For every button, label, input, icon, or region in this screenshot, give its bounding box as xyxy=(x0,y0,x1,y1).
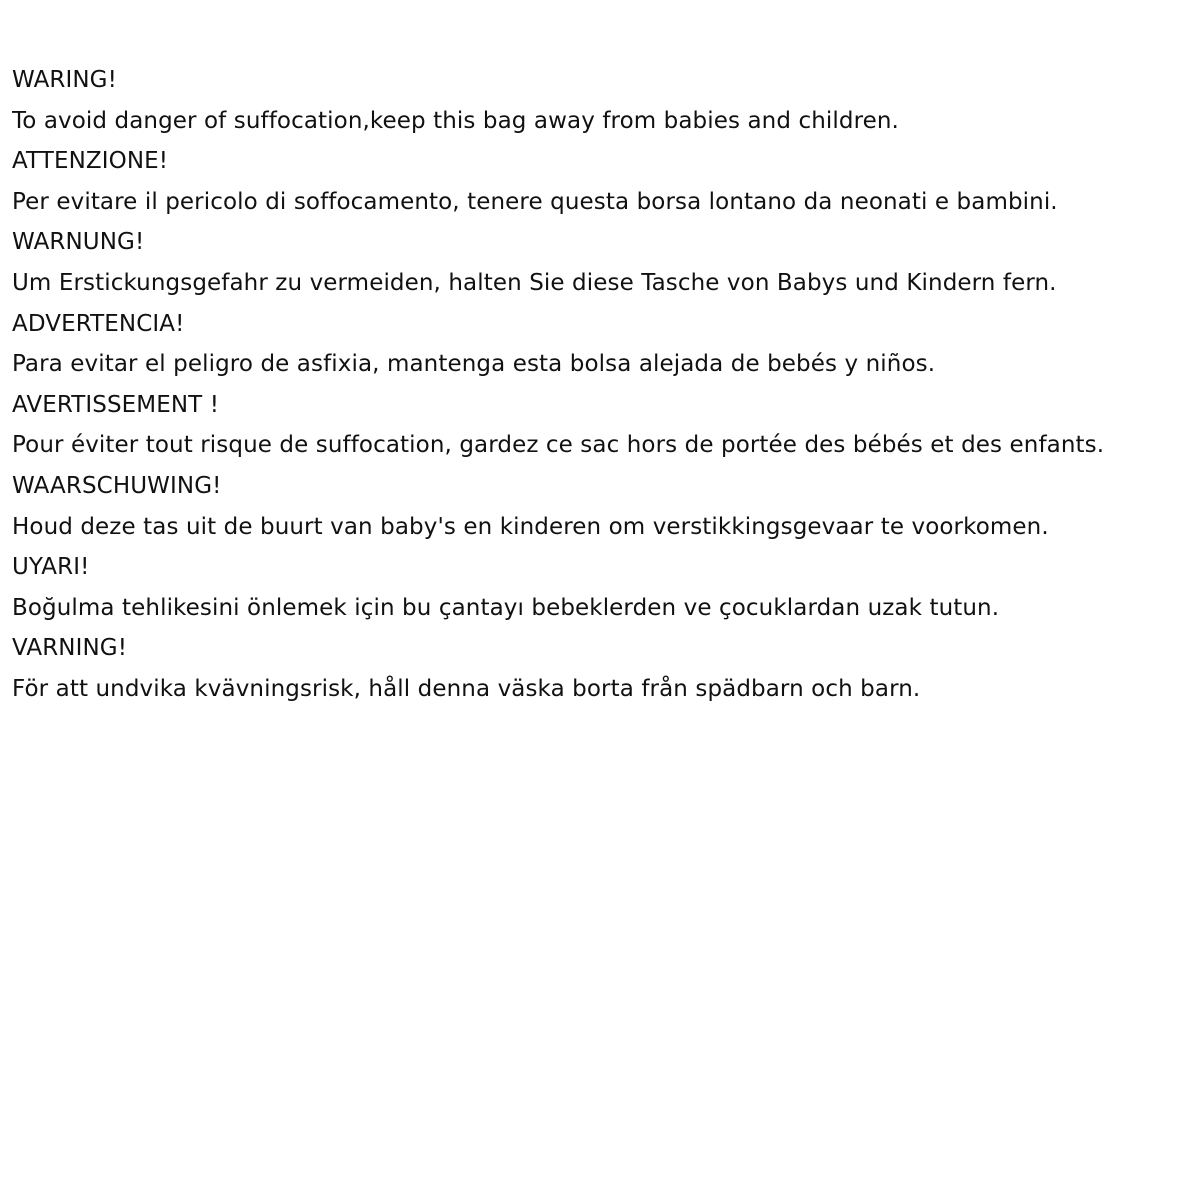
warning-text-swedish: För att undvika kvävningsrisk, håll denna väska borta från spädbarn och barn. xyxy=(12,675,921,702)
warning-heading-french: AVERTISSEMENT ! xyxy=(12,391,220,418)
warning-section-dutch xyxy=(12,466,1192,547)
warning-section-swedish xyxy=(12,628,1192,709)
warning-heading-swedish: VARNING! xyxy=(12,635,128,662)
warning-text-english: To avoid danger of suffocation,keep this bag away from babies and children. xyxy=(12,107,899,134)
warning-section-spanish xyxy=(12,304,1192,385)
warning-heading-spanish: ADVERTENCIA! xyxy=(12,310,185,337)
warning-heading-dutch: WAARSCHUWING! xyxy=(12,472,222,499)
warning-section-french xyxy=(12,385,1192,466)
warning-section-italian xyxy=(12,141,1192,222)
warning-text-italian: Per evitare il pericolo di soffocamento, tenere questa borsa lontano da neonati e bambini. xyxy=(12,188,1058,215)
warning-text-french: Pour éviter tout risque de suffocation, gardez ce sac hors de portée des bébés et des enfants. xyxy=(12,432,1105,459)
warning-heading-german: WARNUNG! xyxy=(12,229,145,256)
warning-text-spanish: Para evitar el peligro de asfixia, mantenga esta bolsa alejada de bebés y niños. xyxy=(12,351,936,378)
warning-text-german: Um Erstickungsgefahr zu vermeiden, halten Sie diese Tasche von Babys und Kindern fern. xyxy=(12,269,1057,296)
warning-heading-english: WARING! xyxy=(12,67,117,93)
warning-text-dutch: Houd deze tas uit de buurt van baby's en kinderen om verstikkingsgevaar te voorkomen. xyxy=(12,513,1049,540)
suffocation-warning-document xyxy=(12,60,1192,710)
warning-section-turkish xyxy=(12,547,1192,628)
warning-heading-turkish: UYARI! xyxy=(12,554,90,581)
warning-section-german xyxy=(12,222,1192,303)
warning-heading-italian: ATTENZIONE! xyxy=(12,148,169,175)
warning-section-english xyxy=(12,60,1192,141)
warning-text-turkish: Boğulma tehlikesini önlemek için bu çantayı bebeklerden ve çocuklardan uzak tutun. xyxy=(12,594,1000,621)
